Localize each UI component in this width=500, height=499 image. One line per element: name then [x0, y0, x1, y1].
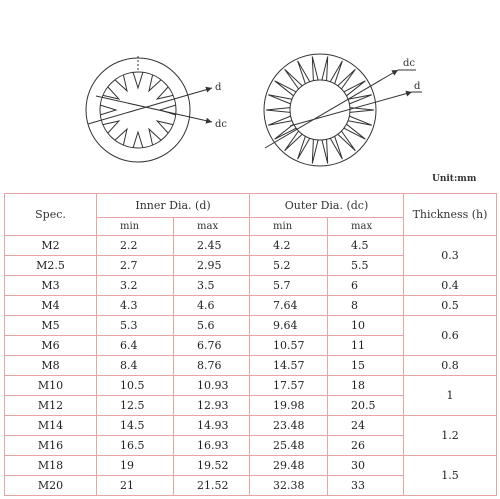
header-outer-min: min — [250, 218, 328, 236]
right-washer-tooth — [322, 139, 328, 163]
right-washer-tooth — [285, 131, 303, 151]
thickness-cell: 1.5 — [404, 456, 497, 496]
header-inner-max: max — [174, 218, 250, 236]
header-outer-dia: Outer Dia. (dc) — [250, 194, 404, 218]
right-washer-outer-circle — [264, 54, 376, 166]
outer-min-cell: 17.57 — [250, 376, 328, 396]
inner-max-cell: 5.6 — [174, 316, 250, 336]
left-washer — [86, 56, 212, 162]
outer-max-cell: 30 — [328, 456, 404, 476]
thickness-cell: 1 — [404, 376, 497, 416]
inner-min-cell: 21 — [97, 476, 174, 496]
thickness-cell: 1.2 — [404, 416, 497, 456]
left-washer-tooth — [133, 132, 143, 148]
table-row — [5, 236, 497, 256]
inner-max-cell: 2.45 — [174, 236, 250, 256]
spec-cell: M2 — [5, 236, 97, 256]
inner-max-cell: 6.76 — [174, 336, 250, 356]
table-row — [5, 416, 497, 436]
right-washer-inner-circle — [290, 80, 350, 140]
inner-min-cell: 4.3 — [97, 296, 174, 316]
right-washer-tooth — [298, 61, 310, 84]
inner-max-cell: 19.52 — [174, 456, 250, 476]
spec-cell: M4 — [5, 296, 97, 316]
outer-min-cell: 9.64 — [250, 316, 328, 336]
unit-label: Unit:mm — [432, 174, 477, 184]
right-washer-dim-line-dc — [265, 70, 398, 148]
right-washer-tooth — [275, 81, 297, 96]
outer-min-cell: 5.2 — [250, 256, 328, 276]
left-washer-tooth — [157, 121, 173, 133]
right-washer-tooth — [268, 95, 292, 104]
inner-min-cell: 2.2 — [97, 236, 174, 256]
inner-min-cell: 16.5 — [97, 436, 174, 456]
right-washer-label-dc: dc — [403, 58, 416, 69]
right-washer-tooth — [344, 81, 366, 96]
right-washer-tooth — [330, 61, 342, 84]
thickness-cell: 0.5 — [404, 296, 497, 316]
right-washer-tooth — [348, 116, 372, 125]
right-washer-tooth — [330, 136, 342, 159]
outer-max-cell: 18 — [328, 376, 404, 396]
spec-cell: M16 — [5, 436, 97, 456]
outer-min-cell: 25.48 — [250, 436, 328, 456]
washer-drawing — [0, 0, 500, 195]
spec-cell: M6 — [5, 336, 97, 356]
thickness-cell: 0.8 — [404, 356, 497, 376]
outer-max-cell: 10 — [328, 316, 404, 336]
spec-cell: M14 — [5, 416, 97, 436]
inner-min-cell: 10.5 — [97, 376, 174, 396]
left-washer-tooth — [115, 129, 127, 145]
inner-min-cell: 3.2 — [97, 276, 174, 296]
outer-min-cell: 29.48 — [250, 456, 328, 476]
inner-max-cell: 16.93 — [174, 436, 250, 456]
right-washer-tooth — [266, 108, 290, 113]
header-spec: Spec. — [5, 194, 97, 236]
left-washer-label-dc: dc — [215, 119, 228, 130]
spec-cell: M20 — [5, 476, 97, 496]
outer-min-cell: 4.2 — [250, 236, 328, 256]
outer-max-cell: 26 — [328, 436, 404, 456]
inner-min-cell: 5.3 — [97, 316, 174, 336]
left-washer-tooth — [100, 105, 116, 115]
spec-cell: M10 — [5, 376, 97, 396]
left-washer-tooth — [149, 75, 161, 91]
right-washer-tooth — [338, 69, 356, 89]
header-inner-dia: Inner Dia. (d) — [97, 194, 250, 218]
inner-min-cell: 8.4 — [97, 356, 174, 376]
right-washer-tooth — [312, 139, 318, 163]
thickness-cell: 0.3 — [404, 236, 497, 276]
right-washer-label-d: d — [414, 81, 421, 92]
left-washer-tooth — [115, 75, 127, 91]
inner-max-cell: 3.5 — [174, 276, 250, 296]
table-row — [5, 276, 497, 296]
right-washer-tooth — [268, 116, 292, 125]
spec-table — [4, 193, 497, 496]
outer-max-cell: 8 — [328, 296, 404, 316]
right-washer-teeth — [266, 57, 374, 164]
header-inner-min: min — [97, 218, 174, 236]
inner-max-cell: 4.6 — [174, 296, 250, 316]
left-washer-tooth — [103, 121, 119, 133]
inner-max-cell: 12.93 — [174, 396, 250, 416]
inner-max-cell: 14.93 — [174, 416, 250, 436]
header-outer-max: max — [328, 218, 404, 236]
left-washer-tooth — [157, 87, 173, 99]
outer-max-cell: 15 — [328, 356, 404, 376]
table-row — [5, 296, 497, 316]
table-row — [5, 356, 497, 376]
spec-cell: M8 — [5, 356, 97, 376]
right-washer-tooth — [322, 57, 328, 81]
thickness-cell: 0.6 — [404, 316, 497, 356]
spec-cell: M12 — [5, 396, 97, 416]
table-row — [5, 316, 497, 336]
outer-min-cell: 7.64 — [250, 296, 328, 316]
inner-min-cell: 19 — [97, 456, 174, 476]
outer-min-cell: 32.38 — [250, 476, 328, 496]
table-row — [5, 376, 497, 396]
outer-min-cell: 10.57 — [250, 336, 328, 356]
outer-max-cell: 20.5 — [328, 396, 404, 416]
outer-max-cell: 24 — [328, 416, 404, 436]
spec-cell: M3 — [5, 276, 97, 296]
right-washer-tooth — [344, 124, 366, 139]
inner-max-cell: 10.93 — [174, 376, 250, 396]
outer-max-cell: 6 — [328, 276, 404, 296]
outer-max-cell: 5.5 — [328, 256, 404, 276]
outer-max-cell: 4.5 — [328, 236, 404, 256]
inner-max-cell: 21.52 — [174, 476, 250, 496]
outer-min-cell: 5.7 — [250, 276, 328, 296]
right-washer-tooth — [348, 95, 372, 104]
right-washer-tooth — [285, 69, 303, 89]
outer-min-cell: 14.57 — [250, 356, 328, 376]
outer-min-cell: 19.98 — [250, 396, 328, 416]
outer-max-cell: 11 — [328, 336, 404, 356]
header-thickness: Thickness (h) — [404, 194, 497, 236]
spec-cell: M2.5 — [5, 256, 97, 276]
spec-table-body — [5, 236, 497, 496]
outer-max-cell: 33 — [328, 476, 404, 496]
left-washer-tooth — [103, 87, 119, 99]
inner-min-cell: 12.5 — [97, 396, 174, 416]
right-washer-tooth — [338, 131, 356, 151]
left-washer-tooth — [133, 72, 143, 88]
thickness-cell: 0.4 — [404, 276, 497, 296]
inner-max-cell: 2.95 — [174, 256, 250, 276]
left-washer-dim-line-d — [88, 88, 212, 124]
inner-max-cell: 8.76 — [174, 356, 250, 376]
inner-min-cell: 6.4 — [97, 336, 174, 356]
table-row — [5, 456, 497, 476]
inner-min-cell: 2.7 — [97, 256, 174, 276]
washer-drawing-svg — [0, 0, 500, 195]
left-washer-tooth — [149, 129, 161, 145]
spec-cell: M5 — [5, 316, 97, 336]
inner-min-cell: 14.5 — [97, 416, 174, 436]
outer-min-cell: 23.48 — [250, 416, 328, 436]
right-washer-tooth — [298, 136, 310, 159]
spec-cell: M18 — [5, 456, 97, 476]
right-washer — [264, 54, 422, 166]
right-washer-tooth — [312, 57, 318, 81]
left-washer-label-d: d — [215, 82, 222, 93]
